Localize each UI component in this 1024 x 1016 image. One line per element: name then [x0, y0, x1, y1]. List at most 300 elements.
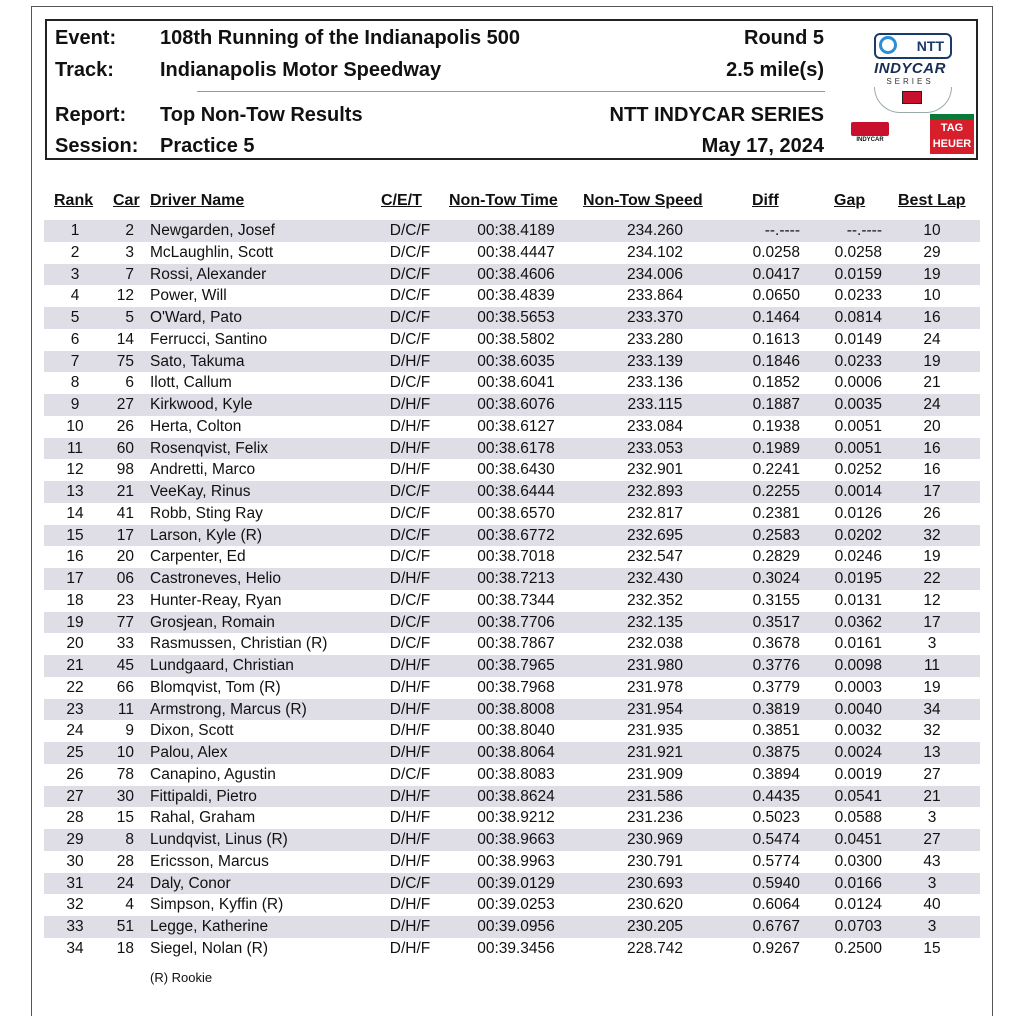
non-tow-time-cell: 00:38.8624 — [477, 787, 555, 805]
driver-name-cell: Sato, Takuma — [150, 352, 245, 370]
table-row — [44, 938, 980, 960]
driver-name-cell: Ericsson, Marcus — [150, 852, 269, 870]
cet-cell: D/H/F — [389, 678, 431, 696]
non-tow-speed-cell: 230.791 — [626, 852, 684, 870]
table-row — [44, 546, 980, 568]
table-row — [44, 568, 980, 590]
car-number-cell: 41 — [116, 504, 134, 522]
rank-cell: 9 — [70, 396, 80, 413]
best-lap-cell: 16 — [923, 439, 941, 457]
car-number-cell: 28 — [116, 852, 134, 870]
car-number-cell: 11 — [117, 700, 134, 718]
diff-cell: 0.0417 — [752, 265, 800, 283]
car-number-cell: 12 — [116, 287, 134, 305]
diff-cell: 0.3678 — [752, 635, 800, 653]
col-best-lap: Best Lap — [898, 192, 966, 209]
diff-cell: --.---- — [764, 222, 800, 239]
cet-cell: D/C/F — [389, 374, 431, 392]
non-tow-speed-cell: 233.139 — [626, 352, 684, 370]
table-row — [44, 894, 980, 916]
ntt-ring-icon — [879, 36, 897, 54]
rank-cell: 16 — [66, 548, 84, 566]
gap-cell: 0.0032 — [834, 722, 882, 740]
gap-cell: 0.0024 — [834, 744, 882, 761]
cet-cell: D/H/F — [389, 852, 431, 870]
diff-cell: 0.5940 — [752, 874, 800, 892]
non-tow-time-cell: 00:38.7706 — [477, 613, 555, 631]
gap-cell: 0.0202 — [834, 526, 882, 544]
non-tow-time-cell: 00:38.8083 — [477, 765, 555, 783]
non-tow-speed-cell: 230.969 — [626, 831, 684, 848]
driver-name-cell: O'Ward, Pato — [150, 309, 242, 326]
col-non-tow-time: Non-Tow Time — [449, 192, 558, 209]
non-tow-speed-cell: 230.205 — [626, 918, 684, 935]
non-tow-speed-cell: 230.620 — [626, 896, 684, 914]
diff-cell: 0.3851 — [752, 722, 800, 740]
driver-name-cell: Power, Will — [150, 287, 227, 305]
gap-cell: 0.0126 — [834, 504, 882, 522]
gap-cell: 0.0166 — [834, 874, 882, 892]
car-number-cell: 5 — [125, 309, 134, 326]
non-tow-speed-cell: 234.102 — [626, 243, 684, 261]
car-number-cell: 75 — [116, 352, 134, 370]
non-tow-time-cell: 00:38.7968 — [477, 678, 555, 696]
non-tow-time-cell: 00:38.9963 — [477, 852, 555, 870]
best-lap-cell: 20 — [923, 417, 941, 435]
diff-cell: 0.3779 — [752, 678, 800, 696]
gap-cell: 0.0098 — [834, 657, 882, 674]
rank-cell: 11 — [66, 439, 84, 457]
best-lap-cell: 19 — [923, 548, 941, 566]
non-tow-speed-cell: 233.136 — [626, 374, 684, 392]
best-lap-cell: 43 — [923, 852, 941, 870]
non-tow-speed-cell: 232.352 — [626, 591, 684, 609]
gap-cell: 0.0051 — [834, 439, 882, 457]
car-number-cell: 98 — [116, 461, 134, 479]
diff-cell: 0.0650 — [752, 287, 800, 305]
gap-cell: 0.0703 — [834, 918, 882, 935]
series-name: NTT INDYCAR SERIES — [609, 104, 824, 126]
driver-name-cell: Palou, Alex — [150, 744, 228, 761]
rank-cell: 10 — [66, 417, 84, 435]
rank-cell: 15 — [66, 526, 84, 544]
non-tow-time-cell: 00:38.9663 — [477, 831, 555, 848]
car-number-cell: 14 — [116, 330, 134, 348]
rank-cell: 13 — [66, 483, 84, 500]
cet-cell: D/H/F — [389, 439, 431, 457]
table-row — [44, 612, 980, 634]
driver-name-cell: Fittipaldi, Pietro — [150, 787, 257, 805]
cet-cell: D/H/F — [389, 657, 431, 674]
diff-cell: 0.5474 — [752, 831, 800, 848]
car-number-cell: 6 — [125, 374, 134, 392]
best-lap-cell: 27 — [923, 831, 941, 848]
gap-cell: 0.0006 — [834, 374, 882, 392]
driver-name-cell: Larson, Kyle (R) — [150, 526, 262, 544]
diff-cell: 0.5023 — [752, 809, 800, 827]
best-lap-cell: 3 — [927, 874, 937, 892]
non-tow-speed-cell: 233.280 — [626, 330, 684, 348]
gap-cell: 0.0051 — [834, 417, 882, 435]
rank-cell: 33 — [66, 918, 84, 935]
car-number-cell: 15 — [116, 809, 134, 827]
cet-cell: D/H/F — [389, 417, 431, 435]
indycar-logo-mark — [851, 122, 889, 136]
best-lap-cell: 21 — [923, 374, 941, 392]
rank-cell: 7 — [70, 352, 80, 370]
diff-cell: 0.2241 — [752, 461, 800, 479]
cet-cell: D/C/F — [389, 548, 431, 566]
table-row — [44, 525, 980, 547]
driver-name-cell: Legge, Katherine — [150, 918, 269, 935]
non-tow-speed-cell: 232.901 — [626, 461, 684, 479]
table-row — [44, 459, 980, 481]
non-tow-time-cell: 00:38.8040 — [477, 722, 555, 740]
rank-cell: 17 — [66, 570, 84, 587]
diff-cell: 0.3024 — [752, 570, 800, 587]
driver-name-cell: Armstrong, Marcus (R) — [150, 700, 307, 718]
non-tow-speed-cell: 233.053 — [626, 439, 684, 457]
rank-cell: 1 — [70, 222, 80, 239]
col-cet: C/E/T — [381, 192, 422, 209]
diff-cell: 0.4435 — [752, 787, 800, 805]
diff-cell: 0.2829 — [752, 548, 800, 566]
table-row — [44, 916, 980, 938]
non-tow-speed-cell: 234.260 — [626, 222, 684, 239]
best-lap-cell: 19 — [923, 678, 941, 696]
non-tow-time-cell: 00:38.5653 — [477, 309, 555, 326]
non-tow-speed-cell: 232.817 — [626, 504, 684, 522]
non-tow-speed-cell: 231.954 — [626, 700, 684, 718]
best-lap-cell: 10 — [923, 287, 941, 305]
diff-cell: 0.3875 — [752, 744, 800, 761]
driver-name-cell: Ferrucci, Santino — [150, 330, 268, 348]
cet-cell: D/C/F — [389, 765, 431, 783]
ntt-logo: NTT — [874, 33, 952, 59]
non-tow-time-cell: 00:38.7213 — [477, 570, 555, 587]
session-name: Practice 5 — [160, 135, 255, 157]
car-number-cell: 9 — [125, 722, 134, 740]
cet-cell: D/C/F — [389, 309, 431, 326]
driver-name-cell: Hunter-Reay, Ryan — [150, 591, 282, 609]
report-label: Report: — [55, 104, 127, 126]
driver-name-cell: Rahal, Graham — [150, 809, 256, 827]
rank-cell: 2 — [70, 243, 80, 261]
best-lap-cell: 26 — [923, 504, 941, 522]
indycar-wordmark: INDYCAR — [874, 60, 946, 77]
car-number-cell: 2 — [125, 222, 134, 239]
best-lap-cell: 34 — [923, 700, 941, 718]
car-number-cell: 26 — [116, 417, 134, 435]
non-tow-speed-cell: 231.236 — [626, 809, 684, 827]
best-lap-cell: 19 — [923, 265, 941, 283]
header-divider — [197, 91, 825, 92]
cet-cell: D/C/F — [389, 330, 431, 348]
cet-cell: D/C/F — [389, 265, 431, 283]
gap-cell: 0.0362 — [834, 613, 882, 631]
cet-cell: D/C/F — [389, 243, 431, 261]
driver-name-cell: Blomqvist, Tom (R) — [150, 678, 281, 696]
non-tow-time-cell: 00:38.6127 — [477, 417, 555, 435]
car-number-cell: 45 — [116, 657, 134, 674]
table-row — [44, 851, 980, 873]
table-row — [44, 285, 980, 307]
rank-cell: 3 — [70, 265, 80, 283]
table-row — [44, 873, 980, 895]
gap-cell: --.---- — [846, 222, 882, 239]
best-lap-cell: 22 — [923, 570, 941, 587]
cet-cell: D/H/F — [389, 352, 431, 370]
car-number-cell: 20 — [116, 548, 134, 566]
car-number-cell: 4 — [125, 896, 134, 914]
car-number-cell: 27 — [116, 396, 134, 413]
non-tow-time-cell: 00:38.6076 — [477, 396, 555, 413]
non-tow-time-cell: 00:38.4447 — [477, 243, 555, 261]
gap-cell: 0.0541 — [834, 787, 882, 805]
car-number-cell: 3 — [125, 243, 134, 261]
best-lap-cell: 3 — [927, 918, 937, 935]
cet-cell: D/C/F — [389, 504, 431, 522]
cet-cell: D/H/F — [389, 396, 431, 413]
diff-cell: 0.3776 — [752, 657, 800, 674]
cet-cell: D/C/F — [389, 613, 431, 631]
car-number-cell: 06 — [116, 570, 134, 587]
driver-name-cell: Rasmussen, Christian (R) — [150, 635, 328, 653]
best-lap-cell: 10 — [923, 222, 941, 239]
session-label: Session: — [55, 135, 139, 157]
best-lap-cell: 15 — [923, 939, 941, 957]
gap-cell: 0.2500 — [834, 939, 882, 957]
driver-name-cell: VeeKay, Rinus — [150, 483, 251, 500]
rank-cell: 34 — [66, 939, 84, 957]
cet-cell: D/C/F — [389, 222, 431, 239]
car-number-cell: 17 — [116, 526, 134, 544]
best-lap-cell: 32 — [923, 722, 941, 740]
best-lap-cell: 17 — [923, 483, 941, 500]
rank-cell: 32 — [66, 896, 84, 914]
driver-name-cell: Lundqvist, Linus (R) — [150, 831, 288, 848]
diff-cell: 0.6064 — [752, 896, 800, 914]
track-label: Track: — [55, 59, 114, 81]
non-tow-time-cell: 00:38.6430 — [477, 461, 555, 479]
car-number-cell: 8 — [125, 831, 134, 848]
driver-name-cell: Simpson, Kyffin (R) — [150, 896, 284, 914]
non-tow-speed-cell: 231.978 — [626, 678, 684, 696]
diff-cell: 0.2381 — [752, 504, 800, 522]
table-row — [44, 742, 980, 764]
driver-name-cell: Robb, Sting Ray — [150, 504, 263, 522]
report-header — [45, 19, 978, 160]
cet-cell: D/C/F — [389, 635, 431, 653]
non-tow-speed-cell: 234.006 — [626, 265, 684, 283]
rank-cell: 12 — [66, 461, 84, 479]
diff-cell: 0.1989 — [752, 439, 800, 457]
driver-name-cell: Rossi, Alexander — [150, 265, 267, 283]
best-lap-cell: 12 — [923, 591, 941, 609]
col-car: Car — [113, 192, 140, 209]
non-tow-time-cell: 00:39.0129 — [477, 874, 555, 892]
car-number-cell: 77 — [116, 613, 134, 631]
driver-name-cell: Ilott, Callum — [150, 374, 232, 392]
gap-cell: 0.0149 — [834, 330, 882, 348]
diff-cell: 0.1613 — [752, 330, 800, 348]
gap-cell: 0.0159 — [834, 265, 882, 283]
gap-cell: 0.0814 — [834, 309, 882, 326]
table-row — [44, 829, 980, 851]
rank-cell: 22 — [66, 678, 84, 696]
round-label: Round 5 — [744, 27, 824, 49]
car-number-cell: 66 — [116, 678, 134, 696]
rank-cell: 26 — [66, 765, 84, 783]
table-row — [44, 677, 980, 699]
gap-cell: 0.0131 — [834, 591, 882, 609]
non-tow-speed-cell: 231.921 — [626, 744, 684, 761]
indycar-logo-text: INDYCAR — [856, 137, 884, 143]
rank-cell: 20 — [66, 635, 84, 653]
non-tow-time-cell: 00:38.6041 — [477, 374, 555, 392]
car-number-cell: 60 — [116, 439, 134, 457]
non-tow-speed-cell: 232.135 — [626, 613, 684, 631]
cet-cell: D/C/F — [389, 874, 431, 892]
session-date: May 17, 2024 — [701, 135, 824, 157]
car-number-cell: 18 — [116, 939, 134, 957]
table-row — [44, 416, 980, 438]
diff-cell: 0.1852 — [752, 374, 800, 392]
series-wordmark: SERIES — [886, 77, 934, 86]
car-number-cell: 78 — [116, 765, 134, 783]
best-lap-cell: 21 — [923, 787, 941, 805]
best-lap-cell: 3 — [927, 635, 937, 653]
diff-cell: 0.5774 — [752, 852, 800, 870]
best-lap-cell: 13 — [923, 744, 941, 761]
best-lap-cell: 11 — [923, 657, 941, 674]
non-tow-speed-cell: 232.038 — [626, 635, 684, 653]
cet-cell: D/H/F — [389, 787, 431, 805]
car-number-cell: 33 — [116, 635, 134, 653]
table-row — [44, 720, 980, 742]
cet-cell: D/H/F — [389, 896, 431, 914]
non-tow-speed-cell: 232.695 — [626, 526, 684, 544]
gap-cell: 0.0233 — [834, 352, 882, 370]
table-row — [44, 307, 980, 329]
non-tow-time-cell: 00:38.6772 — [477, 526, 555, 544]
car-number-cell: 23 — [116, 591, 134, 609]
col-driver-name: Driver Name — [150, 192, 245, 209]
non-tow-time-cell: 00:38.9212 — [477, 809, 555, 827]
track-name: Indianapolis Motor Speedway — [160, 59, 442, 81]
non-tow-time-cell: 00:39.3456 — [477, 939, 555, 957]
table-row — [44, 590, 980, 612]
diff-cell: 0.0258 — [752, 243, 800, 261]
rank-cell: 6 — [70, 330, 80, 348]
cet-cell: D/H/F — [389, 570, 431, 587]
rank-cell: 18 — [66, 591, 84, 609]
non-tow-speed-cell: 232.893 — [626, 483, 684, 500]
non-tow-speed-cell: 231.980 — [626, 657, 684, 674]
non-tow-time-cell: 00:39.0253 — [477, 896, 555, 914]
driver-name-cell: Castroneves, Helio — [150, 570, 281, 587]
non-tow-time-cell: 00:39.0956 — [477, 918, 555, 935]
rank-cell: 23 — [66, 700, 84, 718]
col-rank: Rank — [54, 192, 94, 209]
tag-heuer-logo: TAG HEUER — [930, 114, 974, 154]
table-row — [44, 264, 980, 286]
col-gap: Gap — [834, 192, 866, 209]
diff-cell: 0.3155 — [752, 591, 800, 609]
table-row — [44, 220, 980, 242]
best-lap-cell: 16 — [923, 309, 941, 326]
gap-cell: 0.0124 — [834, 896, 882, 914]
non-tow-time-cell: 00:38.5802 — [477, 330, 555, 348]
cet-cell: D/H/F — [389, 722, 431, 740]
car-number-cell: 24 — [116, 874, 134, 892]
non-tow-time-cell: 00:38.4189 — [477, 222, 555, 239]
rank-cell: 14 — [66, 504, 84, 522]
cet-cell: D/H/F — [389, 461, 431, 479]
rank-cell: 8 — [70, 374, 80, 392]
indycar-logo — [851, 122, 889, 148]
non-tow-speed-cell: 233.115 — [627, 396, 683, 413]
table-row — [44, 786, 980, 808]
cet-cell: D/C/F — [389, 526, 431, 544]
driver-name-cell: Dixon, Scott — [150, 722, 234, 740]
best-lap-cell: 17 — [923, 613, 941, 631]
gap-cell: 0.0195 — [834, 570, 882, 587]
non-tow-speed-cell: 233.864 — [626, 287, 684, 305]
non-tow-time-cell: 00:38.6035 — [477, 352, 555, 370]
driver-name-cell: Grosjean, Romain — [150, 613, 275, 631]
diff-cell: 0.3517 — [752, 613, 800, 631]
car-number-cell: 10 — [116, 744, 134, 761]
gap-cell: 0.0040 — [834, 700, 882, 718]
rank-cell: 5 — [70, 309, 80, 326]
table-row — [44, 372, 980, 394]
rank-cell: 25 — [66, 744, 84, 761]
non-tow-time-cell: 00:38.8008 — [477, 700, 555, 718]
best-lap-cell: 3 — [927, 809, 937, 827]
gap-cell: 0.0014 — [834, 483, 882, 500]
non-tow-time-cell: 00:38.7867 — [477, 635, 555, 653]
best-lap-cell: 16 — [923, 461, 941, 479]
table-row — [44, 807, 980, 829]
table-row — [44, 329, 980, 351]
diff-cell: 0.1887 — [752, 396, 800, 413]
rank-cell: 24 — [66, 722, 84, 740]
non-tow-speed-cell: 231.909 — [626, 765, 684, 783]
driver-name-cell: Rosenqvist, Felix — [150, 439, 269, 457]
diff-cell: 0.1464 — [752, 309, 800, 326]
driver-name-cell: McLaughlin, Scott — [150, 243, 274, 261]
cet-cell: D/H/F — [389, 809, 431, 827]
best-lap-cell: 32 — [923, 526, 941, 544]
rank-cell: 28 — [66, 809, 84, 827]
table-row — [44, 699, 980, 721]
non-tow-speed-cell: 233.370 — [626, 309, 684, 326]
cet-cell: D/C/F — [389, 287, 431, 305]
event-name: 108th Running of the Indianapolis 500 — [160, 27, 521, 49]
table-row — [44, 503, 980, 525]
track-distance: 2.5 mile(s) — [726, 59, 824, 81]
gap-cell: 0.0258 — [834, 243, 882, 261]
rookie-footnote: (R) Rookie — [150, 970, 213, 985]
driver-name-cell: Siegel, Nolan (R) — [150, 939, 269, 957]
non-tow-speed-cell: 232.430 — [626, 570, 684, 587]
gap-cell: 0.0035 — [834, 396, 882, 413]
driver-name-cell: Andretti, Marco — [150, 461, 256, 479]
diff-cell: 0.3819 — [752, 700, 800, 718]
rank-cell: 21 — [66, 657, 84, 674]
gap-cell: 0.0161 — [834, 635, 882, 653]
